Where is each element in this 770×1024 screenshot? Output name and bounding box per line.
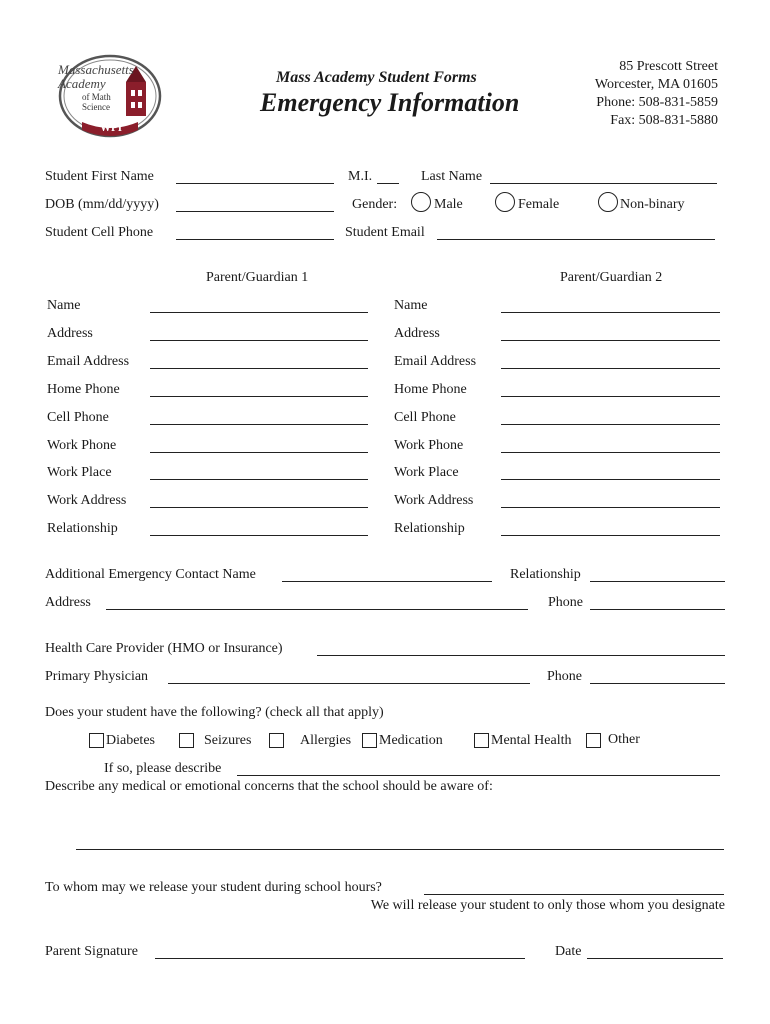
describe-if-field[interactable] — [237, 775, 720, 776]
guardian2-heading: Parent/Guardian 2 — [560, 270, 663, 285]
physician-field[interactable] — [168, 683, 530, 684]
label-date: Date — [555, 944, 582, 959]
guardian2-label-work-address: Work Address — [394, 493, 474, 508]
student-email-field[interactable] — [437, 239, 715, 240]
gender-male-label: Male — [434, 197, 463, 212]
first-name-field[interactable] — [176, 183, 334, 184]
school-address — [595, 58, 718, 130]
label-seizures: Seizures — [204, 733, 252, 748]
guardian2-work-phone-field[interactable] — [501, 452, 720, 453]
label-mental-health: Mental Health — [491, 733, 572, 748]
health-provider-field[interactable] — [317, 655, 725, 656]
checkbox-diabetes[interactable] — [89, 733, 104, 748]
parent-signature-field[interactable] — [155, 958, 525, 959]
emergency-relationship-field[interactable] — [590, 581, 725, 582]
guardian1-label-address: Address — [47, 326, 93, 341]
label-emergency-contact: Additional Emergency Contact Name — [45, 567, 256, 582]
label-health-provider: Health Care Provider (HMO or Insurance) — [45, 641, 283, 656]
guardian2-name-field[interactable] — [501, 312, 720, 313]
gender-female-radio[interactable] — [495, 192, 515, 212]
guardian1-label-work-phone: Work Phone — [47, 438, 117, 453]
release-field[interactable] — [424, 894, 724, 895]
label-emergency-relationship: Relationship — [510, 567, 581, 582]
guardian2-cell-phone-field[interactable] — [501, 424, 720, 425]
dob-field[interactable] — [176, 211, 334, 212]
gender-nonbinary-radio[interactable] — [598, 192, 618, 212]
emergency-address-field[interactable] — [106, 609, 528, 610]
guardian2-email-address-field[interactable] — [501, 368, 720, 369]
checkbox-mental-health[interactable] — [474, 733, 489, 748]
release-question: To whom may we release your student during school hours? — [45, 880, 382, 895]
checkbox-seizures[interactable] — [179, 733, 194, 748]
label-allergies: Allergies — [300, 733, 352, 748]
concerns-field[interactable] — [76, 849, 724, 850]
logo-name: Massachusetts — [58, 62, 134, 77]
address-fax: Fax: 508-831-5880 — [610, 113, 718, 128]
guardian2-label-name: Name — [394, 298, 428, 313]
logo-of-math: of Math — [82, 92, 111, 102]
guardian2-address-field[interactable] — [501, 340, 720, 341]
label-emergency-phone: Phone — [548, 595, 583, 610]
guardian1-label-email-address: Email Address — [47, 354, 130, 369]
conditions-question: Does your student have the following? (check all that apply) — [45, 705, 384, 720]
label-student-cell: Student Cell Phone — [45, 225, 154, 240]
guardian1-label-name: Name — [47, 298, 81, 313]
guardian2-home-phone-field[interactable] — [501, 396, 720, 397]
last-name-field[interactable] — [490, 183, 717, 184]
guardian1-heading: Parent/Guardian 1 — [206, 270, 309, 285]
release-note: We will release your student to only those whom you designate — [370, 898, 725, 913]
checkbox-other[interactable] — [586, 733, 601, 748]
guardian2-relationship-field[interactable] — [501, 535, 720, 536]
gender-female-label: Female — [518, 197, 560, 212]
label-first-name: Student First Name — [45, 169, 154, 184]
address-street: 85 Prescott Street — [619, 59, 718, 74]
guardian1-label-cell-phone: Cell Phone — [47, 410, 109, 425]
address-phone: Phone: 508-831-5859 — [596, 95, 718, 110]
label-mi: M.I. — [348, 169, 373, 184]
label-physician: Primary Physician — [45, 669, 149, 684]
logo-academy: Academy — [58, 76, 106, 91]
guardian2-work-place-field[interactable] — [501, 479, 720, 480]
label-diabetes: Diabetes — [106, 733, 155, 748]
label-describe-if: If so, please describe — [104, 761, 222, 776]
gender-nonbinary-label: Non-binary — [620, 197, 685, 212]
guardian1-address-field[interactable] — [150, 340, 368, 341]
guardian1-label-relationship: Relationship — [47, 521, 118, 536]
form-subtitle: Mass Academy Student Forms — [276, 69, 477, 86]
guardian2-label-home-phone: Home Phone — [394, 382, 467, 397]
emergency-phone-field[interactable] — [590, 609, 725, 610]
academy-logo — [52, 50, 164, 138]
label-last-name: Last Name — [421, 169, 483, 184]
guardian1-work-phone-field[interactable] — [150, 452, 368, 453]
guardian2-label-cell-phone: Cell Phone — [394, 410, 456, 425]
label-parent-signature: Parent Signature — [45, 944, 138, 959]
logo-wpi: WPI — [100, 122, 122, 134]
logo-at: at — [92, 120, 97, 126]
guardian1-work-address-field[interactable] — [150, 507, 368, 508]
guardian1-label-home-phone: Home Phone — [47, 382, 120, 397]
checkbox-allergies[interactable] — [269, 733, 284, 748]
guardian1-email-address-field[interactable] — [150, 368, 368, 369]
guardian1-cell-phone-field[interactable] — [150, 424, 368, 425]
guardian2-label-relationship: Relationship — [394, 521, 465, 536]
date-field[interactable] — [587, 958, 723, 959]
guardian1-label-work-place: Work Place — [47, 465, 112, 480]
label-gender: Gender: — [352, 197, 398, 212]
physician-phone-field[interactable] — [590, 683, 725, 684]
label-emergency-address: Address — [45, 595, 91, 610]
guardian1-home-phone-field[interactable] — [150, 396, 368, 397]
label-student-email: Student Email — [345, 225, 425, 240]
mi-field[interactable] — [377, 183, 399, 184]
form-title: Emergency Information — [260, 88, 520, 117]
label-describe-concerns: Describe any medical or emotional concerns that the school should be aware of: — [45, 779, 493, 794]
checkbox-medication[interactable] — [362, 733, 377, 748]
guardian2-label-work-phone: Work Phone — [394, 438, 464, 453]
emergency-contact-field[interactable] — [282, 581, 492, 582]
label-medication: Medication — [379, 733, 443, 748]
logo-science: Science — [82, 102, 110, 112]
address-city: Worcester, MA 01605 — [594, 77, 718, 92]
label-physician-phone: Phone — [547, 669, 582, 684]
guardian1-work-place-field[interactable] — [150, 479, 368, 480]
student-cell-field[interactable] — [176, 239, 334, 240]
guardian2-label-address: Address — [394, 326, 440, 341]
guardian2-label-work-place: Work Place — [394, 465, 459, 480]
guardian2-work-address-field[interactable] — [501, 507, 720, 508]
guardian1-relationship-field[interactable] — [150, 535, 368, 536]
label-dob: DOB (mm/dd/yyyy) — [45, 197, 159, 212]
guardian1-name-field[interactable] — [150, 312, 368, 313]
guardian2-label-email-address: Email Address — [394, 354, 477, 369]
gender-male-radio[interactable] — [411, 192, 431, 212]
guardian1-label-work-address: Work Address — [47, 493, 127, 508]
label-other: Other — [608, 732, 640, 747]
